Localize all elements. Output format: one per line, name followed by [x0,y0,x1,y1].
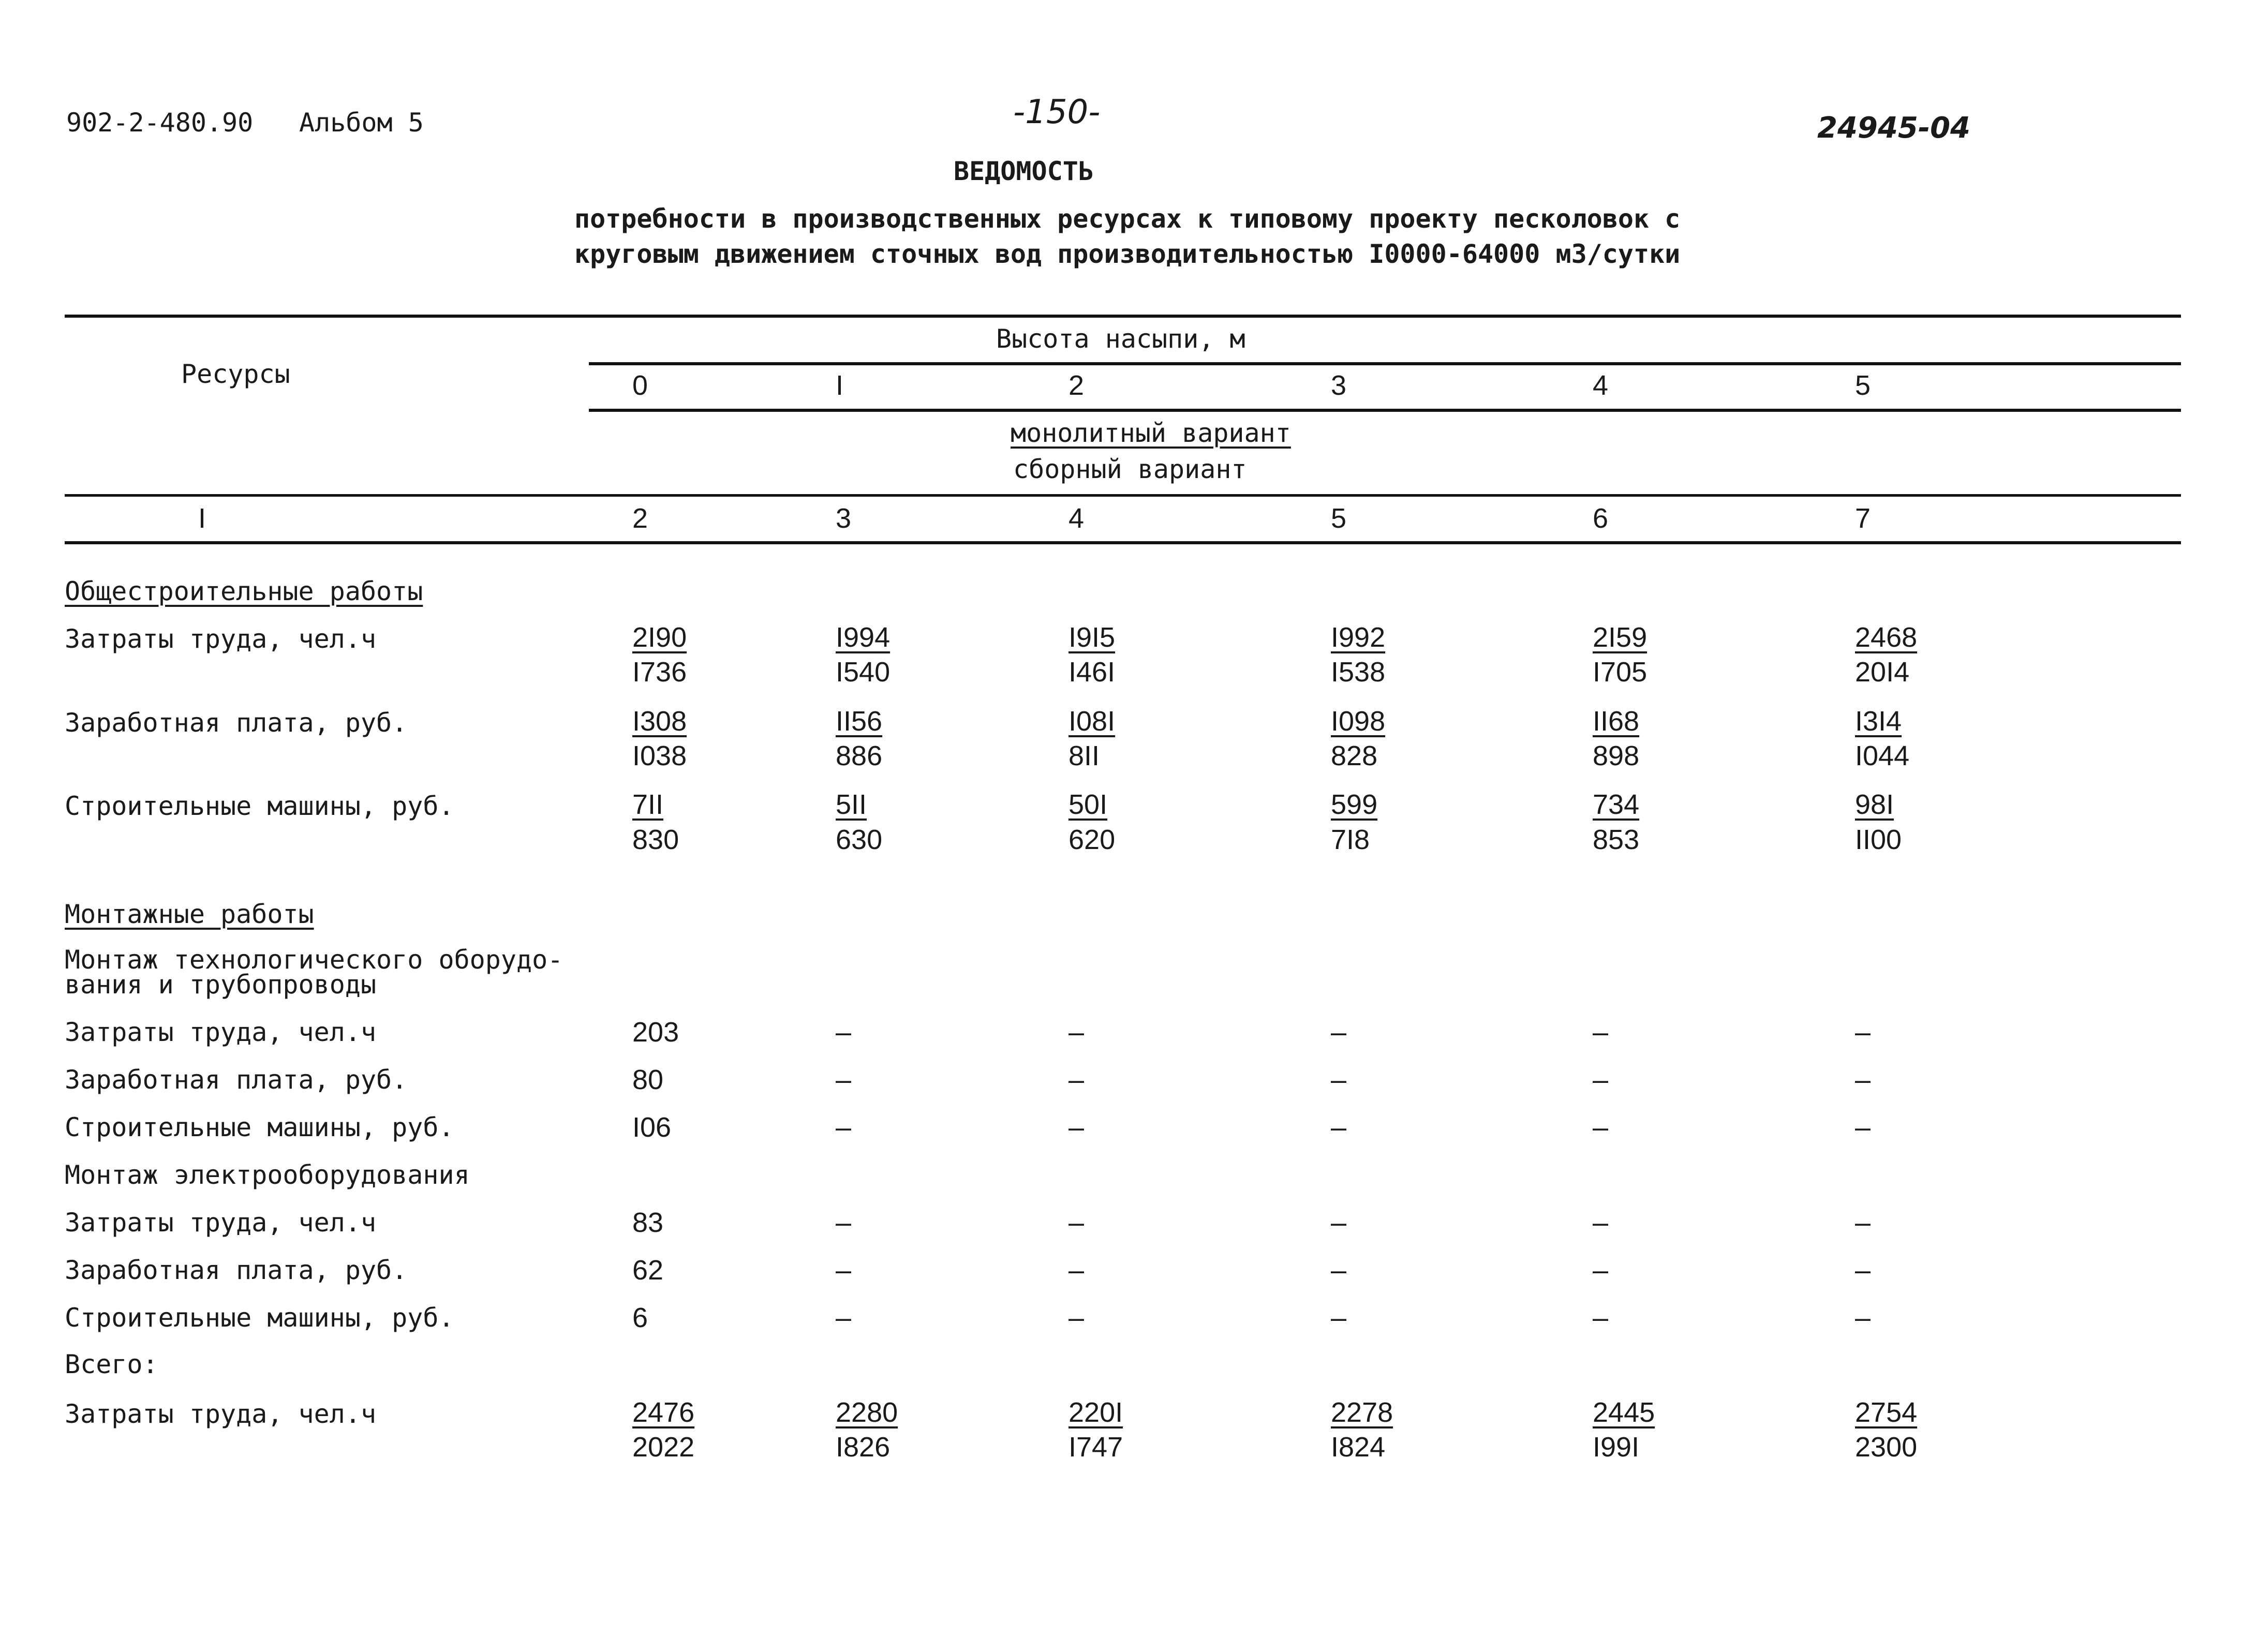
cell-value: – [1068,1017,1085,1048]
album-label: Альбом 5 [299,108,424,138]
cell-value: I06 [632,1112,672,1143]
document-title: ВЕДОМОСТЬ [954,156,1094,186]
cell-value: – [1068,1112,1085,1143]
cell-top: I308 [632,706,687,737]
tech-equipment-label-line2: вания и трубопроводы [65,970,377,1000]
col-numbers-bottom-rule [65,541,2181,544]
row-label: Заработная плата, руб. [65,1255,408,1285]
document-code: 902-2-480.90 [66,108,254,138]
cell-value: – [1593,1064,1609,1095]
col-number-2: 2 [632,503,648,534]
cell-top: 98I [1855,789,1894,820]
cell-bottom: I705 [1593,657,1648,688]
cell-value: – [1331,1112,1347,1143]
cell-bottom: 886 [836,740,883,771]
cell-value: – [1331,1064,1347,1095]
page-number: -150- [1013,93,1101,131]
row-label: Затраты труда, чел.ч [65,624,377,654]
cell-top: I098 [1331,706,1386,737]
heights-rule [589,362,2181,365]
col-number-6: 6 [1593,503,1609,534]
cell-top: 2754 [1855,1397,1918,1428]
cell-value: 62 [632,1255,664,1286]
cell-value: – [1331,1255,1347,1286]
cell-value: – [1593,1255,1609,1286]
cell-bottom: 830 [632,824,679,855]
cell-top: I3I4 [1855,706,1902,737]
cell-value: – [1068,1064,1085,1095]
cell-value: – [1068,1207,1085,1238]
row-label: Затраты труда, чел.ч [65,1017,377,1047]
cell-value: – [1331,1017,1347,1048]
cell-value: – [836,1207,852,1238]
cell-top: 2I90 [632,622,687,653]
cell-value: 203 [632,1017,679,1048]
row-label: Заработная плата, руб. [65,708,408,738]
cell-top: 599 [1331,789,1378,820]
cell-bottom: 20I4 [1855,657,1910,688]
title-line-1: потребности в производственных ресурсах к типовому проекту песколовок с [574,204,1681,234]
cell-value: 83 [632,1207,664,1238]
cell-value: – [836,1255,852,1286]
col-number-7: 7 [1855,503,1871,534]
cell-top: II68 [1593,706,1640,737]
col-number-3: 3 [836,503,852,534]
cell-value: – [1593,1302,1609,1333]
resources-header: Ресурсы [181,359,290,389]
cell-top: I08I [1068,706,1116,737]
row-label: Затраты труда, чел.ч [65,1208,377,1238]
cell-bottom: 620 [1068,824,1116,855]
cell-value: 80 [632,1064,664,1095]
cell-value: – [1855,1017,1871,1048]
tech-equipment-label-line1: Монтаж технологического оборудо- [65,945,563,975]
stamp-number: 24945-04 [1817,111,1970,145]
cell-bottom: I826 [836,1432,891,1463]
height-3: 3 [1331,370,1347,401]
cell-top: 2476 [632,1397,695,1428]
cell-value: – [1855,1112,1871,1143]
cell-value: – [836,1112,852,1143]
height-0: 0 [632,370,648,401]
title-line-2: круговым движением сточных вод производительностью I0000-64000 м3/сутки [574,239,1681,269]
height-caption: Высота насыпи, м [996,324,1245,354]
col-number-4: 4 [1068,503,1085,534]
cell-bottom: I46I [1068,657,1116,688]
cell-bottom: I538 [1331,657,1386,688]
cell-value: – [1855,1207,1871,1238]
row-label: Затраты труда, чел.ч [65,1399,377,1429]
cell-bottom: 898 [1593,740,1640,771]
electrical-label: Монтаж электрооборудования [65,1160,470,1190]
height-1: I [836,370,844,401]
variant-monolithic: монолитный вариант [1011,418,1291,448]
cell-value: – [1593,1017,1609,1048]
row-label: Строительные машины, руб. [65,1303,454,1333]
cell-value: – [1855,1255,1871,1286]
cell-bottom: 2300 [1855,1432,1918,1463]
col-numbers-top-rule [65,494,2181,497]
variant-rule [589,409,2181,412]
row-label: Заработная плата, руб. [65,1065,408,1095]
cell-value: – [836,1302,852,1333]
cell-bottom: I540 [836,657,891,688]
cell-bottom: I038 [632,740,687,771]
cell-top: 2278 [1331,1397,1393,1428]
height-4: 4 [1593,370,1609,401]
table-top-rule [65,315,2181,318]
cell-top: 2280 [836,1397,898,1428]
cell-top: 2I59 [1593,622,1648,653]
height-5: 5 [1855,370,1871,401]
cell-value: – [1593,1207,1609,1238]
cell-bottom: I99I [1593,1432,1640,1463]
total-title: Всего: [65,1349,158,1379]
cell-top: 7II [632,789,664,820]
cell-bottom: 2022 [632,1432,695,1463]
cell-value: – [1855,1064,1871,1095]
variant-prefab: сборный вариант [1013,454,1247,484]
cell-bottom: I747 [1068,1432,1123,1463]
cell-value: – [1331,1302,1347,1333]
section-mounting-title: Монтажные работы [65,899,314,929]
cell-bottom: 630 [836,824,883,855]
cell-value: – [1068,1302,1085,1333]
cell-top: 5II [836,789,867,820]
cell-bottom: II00 [1855,824,1902,855]
cell-top: 2468 [1855,622,1918,653]
cell-top: I9I5 [1068,622,1116,653]
cell-bottom: I044 [1855,740,1910,771]
cell-top: 2445 [1593,1397,1655,1428]
cell-top: 220I [1068,1397,1123,1428]
row-label: Строительные машины, руб. [65,1112,454,1142]
cell-bottom: I736 [632,657,687,688]
cell-bottom: 7I8 [1331,824,1370,855]
cell-bottom: 853 [1593,824,1640,855]
section-general-title: Общестроительные работы [65,576,423,606]
cell-bottom: 828 [1331,740,1378,771]
cell-top: I994 [836,622,891,653]
cell-value: – [1068,1255,1085,1286]
cell-value: 6 [632,1302,648,1333]
cell-top: II56 [836,706,883,737]
cell-value: – [836,1017,852,1048]
height-2: 2 [1068,370,1085,401]
cell-value: – [1855,1302,1871,1333]
col-number-1: I [198,503,206,534]
cell-top: 50I [1068,789,1108,820]
col-number-5: 5 [1331,503,1347,534]
cell-bottom: 8II [1068,740,1100,771]
cell-top: 734 [1593,789,1640,820]
cell-value: – [836,1064,852,1095]
cell-top: I992 [1331,622,1386,653]
cell-bottom: I824 [1331,1432,1386,1463]
row-label: Строительные машины, руб. [65,791,454,821]
cell-value: – [1331,1207,1347,1238]
cell-value: – [1593,1112,1609,1143]
